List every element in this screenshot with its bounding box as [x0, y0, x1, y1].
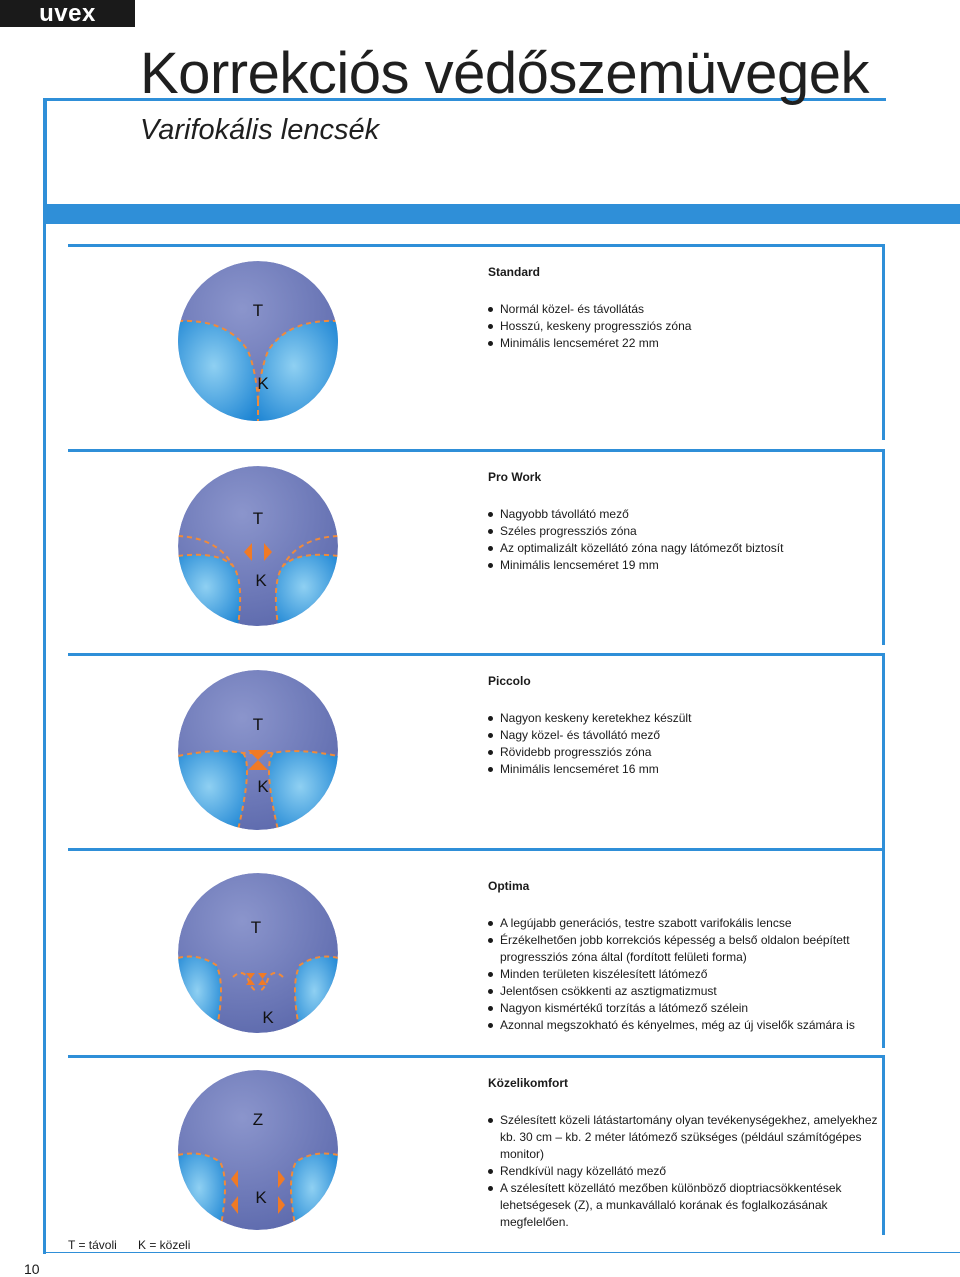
footer-rule	[43, 1252, 960, 1253]
page-subtitle: Varifokális lencsék	[140, 114, 380, 146]
card-title: Közelikomfort	[488, 1076, 569, 1090]
lens-card-kozelikomfort	[68, 1055, 885, 1235]
near-zone-label: K	[255, 1188, 267, 1207]
optima-lens-diagram	[178, 873, 338, 1033]
accent-band	[43, 204, 960, 224]
standard-lens-diagram	[178, 261, 338, 421]
card-title: Pro Work	[488, 470, 542, 484]
kozelikomfort-lens-diagram	[178, 1070, 338, 1230]
feature-item: Minimális lencseméret 16 mm	[488, 761, 878, 778]
feature-item: Normál közel- és távollátás	[488, 301, 878, 318]
piccolo-lens-diagram	[178, 670, 338, 830]
feature-item: Rövidebb progressziós zóna	[488, 744, 878, 761]
near-zone-label: K	[257, 374, 269, 393]
feature-item: A legújabb generációs, testre szabott varifokális lencse	[488, 915, 878, 932]
feature-item: Nagyobb távollátó mező	[488, 506, 878, 523]
near-zone-label: K	[262, 1008, 274, 1027]
legend-far: T = távoli	[68, 1238, 117, 1252]
feature-item: Minden területen kiszélesített látómező	[488, 966, 878, 983]
feature-item: Rendkívül nagy közellátó mező	[488, 1163, 878, 1180]
feature-item: Nagyon keskeny keretekhez készült	[488, 710, 878, 727]
feature-item: Jelentősen csökkenti az asztigmatizmust	[488, 983, 878, 1000]
intermediate-zone-label: Z	[252, 1110, 264, 1129]
page-number: 10	[24, 1261, 40, 1277]
side-rule	[43, 224, 46, 1254]
card-title: Standard	[488, 265, 541, 279]
feature-item: Hosszú, keskeny progressziós zóna	[488, 318, 878, 335]
uvex-logo: uvex	[0, 0, 135, 27]
feature-item: Nagyon kismértékű torzítás a látómező szélein	[488, 1000, 878, 1017]
feature-item: Nagy közel- és távollátó mező	[488, 727, 878, 744]
page-title: Korrekciós védőszemüvegek	[140, 41, 869, 106]
near-zone-label: K	[257, 777, 269, 796]
feature-item: Az optimalizált közellátó zóna nagy látómezőt biztosít	[488, 540, 878, 557]
pro-work-lens-diagram	[178, 466, 338, 626]
far-zone-label: T	[252, 301, 264, 320]
header-side-rule	[43, 98, 47, 206]
feature-item: Azonnal megszokható és kényelmes, még az új viselők számára is	[488, 1017, 878, 1034]
feature-item: A szélesített közellátó mezőben különböző dioptriacsökkentések lehetségesek (Z), a munkavállaló korának és foglalkozásának megfelelően.	[488, 1180, 878, 1231]
lens-card-piccolo	[68, 653, 885, 849]
lens-card-standard	[68, 244, 885, 440]
feature-item: Minimális lencseméret 19 mm	[488, 557, 878, 574]
far-zone-label: T	[250, 918, 262, 937]
far-zone-label: T	[252, 509, 264, 528]
feature-item: Érzékelhetően jobb korrekciós képesség a belső oldalon beépített progressziós zóna által (fordított felületi forma)	[488, 932, 878, 966]
card-title: Piccolo	[488, 674, 531, 688]
feature-item: Szélesített közeli látástartomány olyan tevékenységekhez, amelyekhez kb. 30 cm – kb. 2 méter látómező szükséges (például számítógépes monitor)	[488, 1112, 878, 1163]
card-title: Optima	[488, 879, 530, 893]
far-zone-label: T	[252, 715, 264, 734]
feature-item: Széles progressziós zóna	[488, 523, 878, 540]
legend-near: K = közeli	[138, 1238, 191, 1252]
lens-card-pro-work	[68, 449, 885, 645]
lens-card-optima	[68, 848, 885, 1048]
feature-item: Minimális lencseméret 22 mm	[488, 335, 878, 352]
near-zone-label: K	[255, 571, 267, 590]
